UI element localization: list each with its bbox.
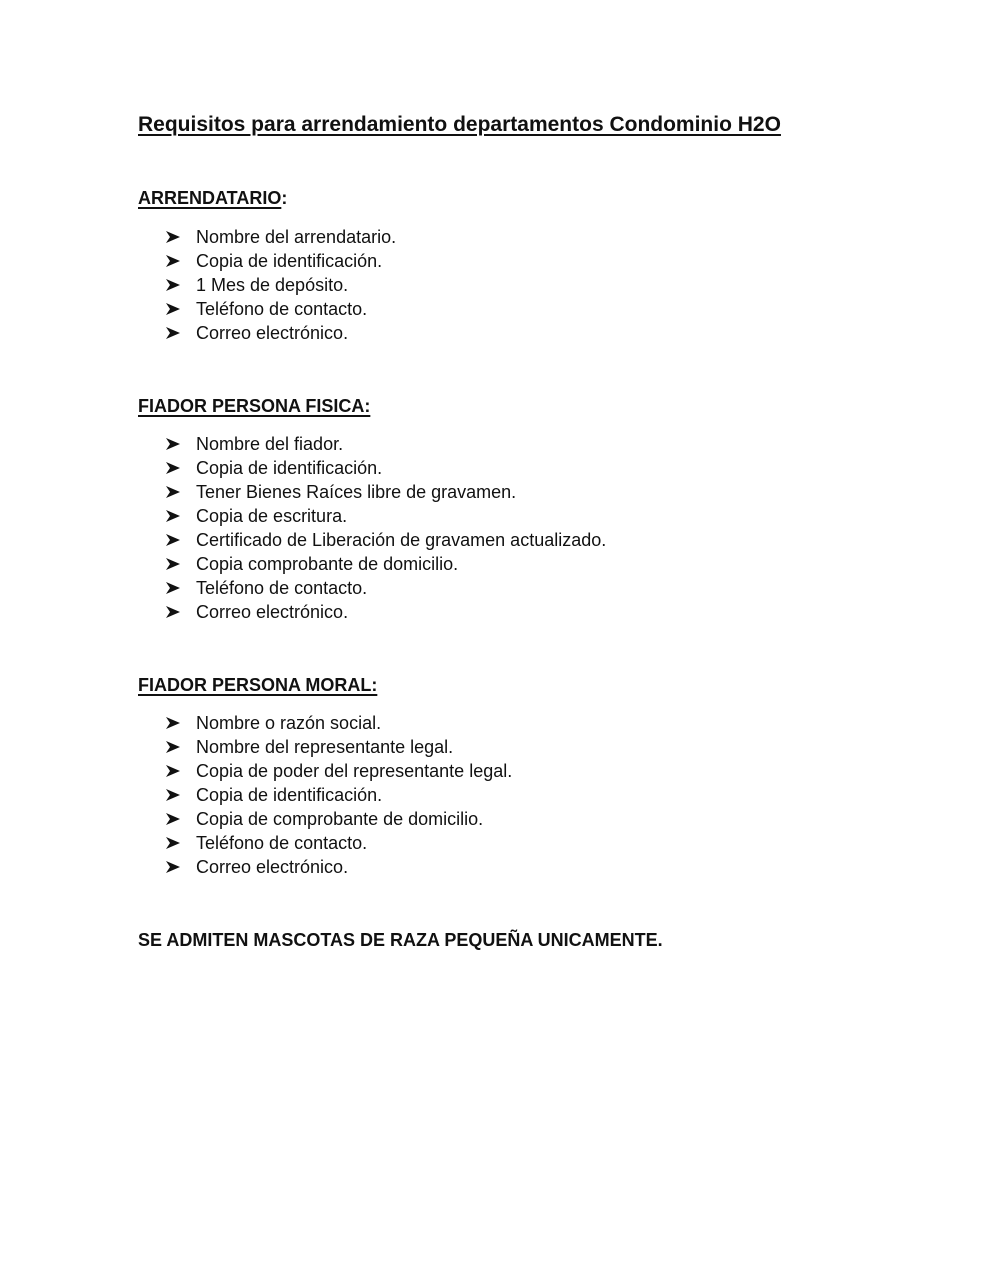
list-item-text: Correo electrónico. (196, 856, 349, 877)
list-item (165, 735, 512, 759)
list-item (165, 711, 512, 735)
arrowhead-bullet-icon (165, 764, 181, 778)
list-item (165, 297, 396, 321)
list-item-text: Correo electrónico. (196, 322, 349, 343)
list-item-text: Copia de comprobante de domicilio. (196, 808, 484, 829)
list-item-text: Nombre o razón social. (196, 712, 382, 733)
list-item-text: Copia de identificación. (196, 457, 383, 478)
section-heading-fiador-fisica (138, 396, 370, 417)
list-item (165, 456, 606, 480)
list-item (165, 600, 606, 624)
arrowhead-bullet-icon (165, 788, 181, 802)
list-item-text: Copia comprobante de domicilio. (196, 553, 459, 574)
list-item (165, 576, 606, 600)
list-item-text: Nombre del representante legal. (196, 736, 454, 757)
arrowhead-bullet-icon (165, 812, 181, 826)
list-item-text: Teléfono de contacto. (196, 832, 368, 853)
list-item-text: Copia de escritura. (196, 505, 348, 526)
section-heading-text: FIADOR PERSONA FISICA: (138, 396, 371, 416)
pets-notice: SE ADMITEN MASCOTAS DE RAZA PEQUEÑA UNICAMENTE. (138, 930, 663, 950)
list-item-text: Teléfono de contacto. (196, 298, 368, 319)
arrowhead-bullet-icon (165, 302, 181, 316)
arrowhead-bullet-icon (165, 437, 181, 451)
section-heading-text: FIADOR PERSONA MORAL: (138, 675, 378, 695)
section-heading-fiador-moral (138, 675, 377, 696)
list-item-text: Nombre del arrendatario. (196, 226, 397, 247)
list-item (165, 855, 512, 879)
list-item-text: Tener Bienes Raíces libre de gravamen. (196, 481, 517, 502)
document-title: Requisitos para arrendamiento departamentos Condominio H2O (138, 113, 781, 136)
list-item (165, 249, 396, 273)
arrowhead-bullet-icon (165, 509, 181, 523)
list-item-text: Copia de poder del representante legal. (196, 760, 513, 781)
list-item (165, 783, 512, 807)
list-item-text: Copia de identificación. (196, 250, 383, 271)
list-item (165, 552, 606, 576)
arrowhead-bullet-icon (165, 230, 181, 244)
list-item (165, 831, 512, 855)
arrowhead-bullet-icon (165, 740, 181, 754)
list-item-text: Copia de identificación. (196, 784, 383, 805)
requirements-list-arrendatario (165, 225, 396, 345)
arrowhead-bullet-icon (165, 278, 181, 292)
arrowhead-bullet-icon (165, 605, 181, 619)
list-item (165, 432, 606, 456)
arrowhead-bullet-icon (165, 716, 181, 730)
list-item-text: Certificado de Liberación de gravamen actualizado. (196, 529, 607, 550)
arrowhead-bullet-icon (165, 557, 181, 571)
section-heading-text: ARRENDATARIO (138, 188, 282, 208)
arrowhead-bullet-icon (165, 533, 181, 547)
requirements-list-fiador-fisica (165, 432, 606, 624)
list-item-text: 1 Mes de depósito. (196, 274, 349, 295)
list-item (165, 480, 606, 504)
requirements-list-fiador-moral (165, 711, 512, 879)
list-item-text: Correo electrónico. (196, 601, 349, 622)
list-item (165, 504, 606, 528)
list-item (165, 528, 606, 552)
arrowhead-bullet-icon (165, 836, 181, 850)
arrowhead-bullet-icon (165, 581, 181, 595)
section-heading-suffix: : (281, 188, 288, 208)
arrowhead-bullet-icon (165, 326, 181, 340)
list-item (165, 759, 512, 783)
list-item (165, 225, 396, 249)
arrowhead-bullet-icon (165, 254, 181, 268)
section-heading-arrendatario (138, 188, 287, 209)
arrowhead-bullet-icon (165, 860, 181, 874)
list-item (165, 807, 512, 831)
arrowhead-bullet-icon (165, 485, 181, 499)
list-item-text: Nombre del fiador. (196, 433, 344, 454)
list-item-text: Teléfono de contacto. (196, 577, 368, 598)
arrowhead-bullet-icon (165, 461, 181, 475)
list-item (165, 321, 396, 345)
list-item (165, 273, 396, 297)
